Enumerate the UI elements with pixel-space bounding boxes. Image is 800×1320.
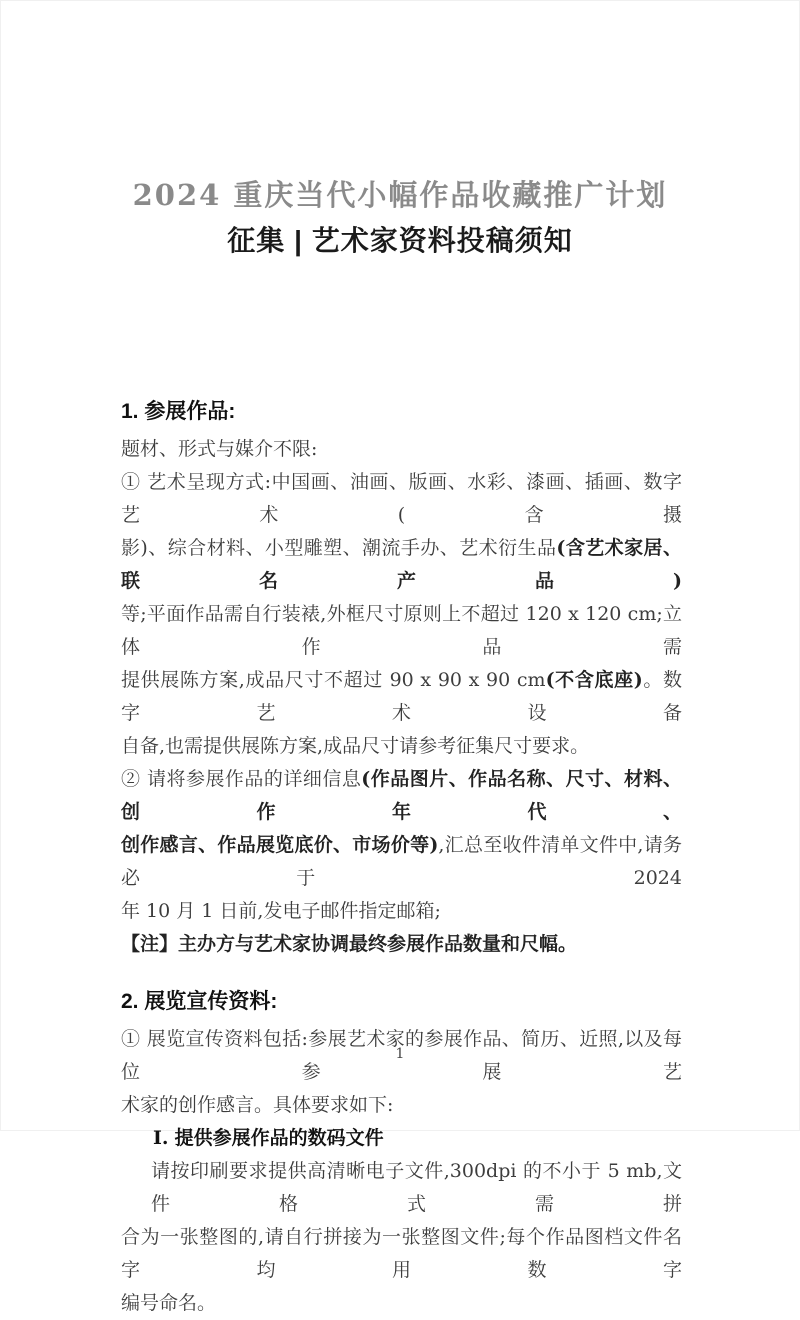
- body-line: 自备,也需提供展陈方案,成品尺寸请参考征集尺寸要求。: [121, 735, 590, 757]
- page-number: 1: [395, 1046, 405, 1062]
- body-line: 术家的创作感言。具体要求如下:: [121, 1094, 394, 1116]
- body-line: 年 10 月 1 日前,发电子邮件指定邮箱;: [121, 900, 441, 922]
- document-content: [121, 399, 682, 1320]
- body-line: [121, 763, 682, 829]
- section-2-body: [121, 1023, 682, 1320]
- emphasis-run: (含艺术家居、联名产品): [121, 537, 682, 592]
- body-line: [121, 829, 682, 895]
- text-run: ,汇总至收件清单文件中,请务必于 2024: [121, 834, 682, 889]
- note-line: [121, 928, 682, 961]
- emphasis-run: 创作感言、作品展览底价、市场价等): [121, 834, 439, 856]
- body-line: 编号命名。: [121, 1292, 217, 1314]
- document-subtitle: 征集 | 艺术家资料投稿须知: [227, 225, 573, 256]
- text-run: 提供展陈方案,成品尺寸不超过 90 x 90 x 90 cm: [121, 669, 546, 691]
- subsection-title: 提供参展作品的数码文件: [174, 1128, 384, 1149]
- subsection-number: Ⅰ.: [153, 1127, 169, 1149]
- section-publicity-materials: [121, 989, 682, 1320]
- body-line: [121, 664, 682, 730]
- subsection-1-heading: [121, 1122, 682, 1155]
- body-line: ① 艺术呈现方式:中国画、油画、版画、水彩、漆画、插画、数字艺术(含摄: [121, 471, 682, 526]
- document-title: 2024 重庆当代小幅作品收藏推广计划: [132, 178, 668, 212]
- section-1-heading: 1. 参展作品:: [121, 400, 236, 423]
- section-exhibition-works: [121, 399, 682, 961]
- body-line: 合为一张整图的,请自行拼接为一张整图文件;每个作品图档文件名字均用数字: [121, 1226, 682, 1281]
- emphasis-run: (不含底座): [545, 669, 643, 691]
- text-run: 影)、综合材料、小型雕塑、潮流手办、艺术衍生品: [121, 537, 557, 559]
- body-line: 等;平面作品需自行装裱,外框尺寸原则上不超过 120 x 120 cm;立体作品需: [121, 603, 682, 658]
- body-line: 请按印刷要求提供高清晰电子文件,300dpi 的不小于 5 mb,文件格式需拼: [151, 1160, 682, 1215]
- text-run: 。数字艺术设备: [121, 669, 682, 724]
- note-label: 【注】: [121, 933, 179, 955]
- section-1-body: [121, 433, 682, 961]
- body-line: ① 展览宣传资料包括:参展艺术家的参展作品、简历、近照,以及每位参展艺: [121, 1028, 682, 1083]
- section-2-heading: 2. 展览宣传资料:: [121, 990, 278, 1013]
- text-run: ② 请将参展作品的详细信息: [121, 768, 362, 790]
- emphasis-run: (作品图片、作品名称、尺寸、材料、创作年代、: [121, 768, 682, 823]
- body-line: 题材、形式与媒介不限:: [121, 438, 318, 460]
- emphasis-run: 主办方与艺术家协调最终参展作品数量和尺幅。: [178, 933, 578, 955]
- body-line: [121, 532, 682, 598]
